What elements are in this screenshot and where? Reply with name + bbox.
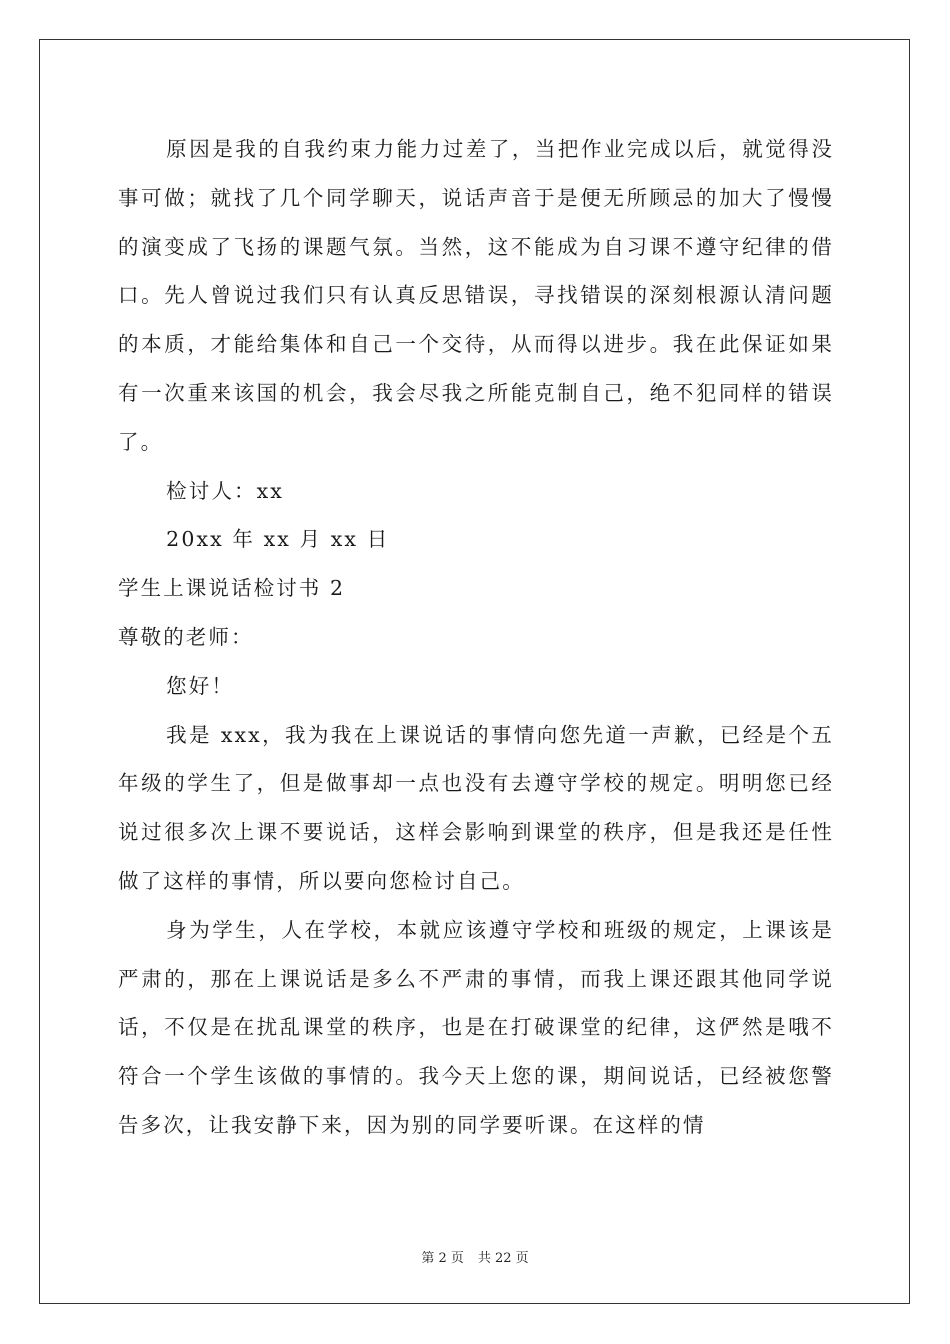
- document-body: [118, 125, 834, 1150]
- page-number: 第 2 页: [421, 1251, 464, 1266]
- greeting: 您好！: [166, 673, 234, 698]
- page-total: 共 22 页: [477, 1251, 529, 1266]
- paragraph: 身为学生，人在学校，本就应该遵守学校和班级的规定，上课该是严肃的，那在上课说话是多么不严肃的事情，而我上课还跟其他同学说话，不仅是在扰乱课堂的秩序，也是在打破课堂的纪律，这俨然是哦不符合一个学生该做的事情的。我今天上您的课，期间说话，已经被您警告多次，让我安静下来，因为别的同学要听课。在这样的情: [118, 917, 834, 1137]
- paragraph: 原因是我的自我约束力能力过差了，当把作业完成以后，就觉得没事可做；就找了几个同学聊天，说话声音于是便无所顾忌的加大了慢慢的演变成了飞扬的课题气氛。当然，这不能成为自习课不遵守纪律的借口。先人曾说过我们只有认真反思错误，寻找错误的深刻根源认清问题的本质，才能给集体和自己一个交待，从而得以进步。我在此保证如果有一次重来该国的机会，我会尽我之所能克制自己，绝不犯同样的错误了。: [118, 137, 834, 454]
- signature: 检讨人：xx: [166, 478, 284, 503]
- page-footer: [0, 1247, 950, 1266]
- paragraph: 我是 xxx，我为我在上课说话的事情向您先道一声歉，已经是个五年级的学生了，但是做事却一点也没有去遵守学校的规定。明明您已经说过很多次上课不要说话，这样会影响到课堂的秩序，但是我还是任性做了这样的事情，所以要向您检讨自己。: [118, 722, 834, 893]
- section-title: 学生上课说话检讨书 2: [118, 576, 346, 601]
- salutation: 尊敬的老师：: [118, 624, 254, 649]
- date: 20xx 年 xx 月 xx 日: [166, 527, 390, 552]
